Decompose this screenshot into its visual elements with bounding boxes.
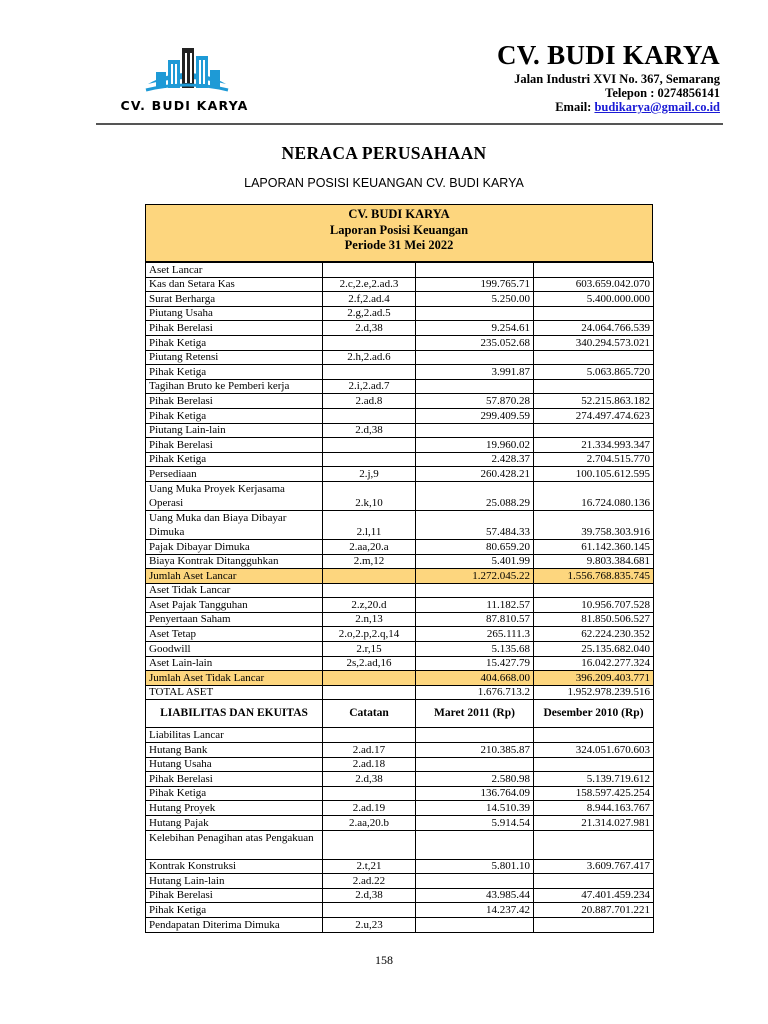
row-note: 2.t,21: [323, 859, 416, 874]
table-row: [146, 452, 654, 467]
company-address: Jalan Industri XVI No. 367, Semarang: [514, 72, 720, 86]
row-value-december: 5.063.865.720: [534, 365, 654, 380]
row-note: [323, 728, 416, 743]
table-row: [146, 917, 654, 932]
row-note: [323, 408, 416, 423]
row-value-march: [416, 423, 534, 438]
row-value-march: [416, 306, 534, 321]
row-value-march: 9.254.61: [416, 321, 534, 336]
row-note: [323, 583, 416, 598]
table-row: [146, 816, 654, 831]
row-value-december: [534, 263, 654, 278]
balance-table: [145, 262, 654, 933]
row-value-december: 9.803.384.681: [534, 554, 654, 569]
table-row: [146, 772, 654, 787]
row-label: Aset Lain-lain: [146, 656, 323, 671]
row-note: 2.k,10: [323, 481, 416, 510]
logo-text: CV. BUDI KARYA: [120, 98, 249, 113]
row-label: Hutang Pajak: [146, 816, 323, 831]
company-logo: [102, 44, 267, 114]
balance-sheet: [145, 204, 653, 933]
page-number: 158: [375, 953, 393, 967]
row-value-december: 1.952.978.239.516: [534, 685, 654, 700]
row-label: Pihak Berelasi: [146, 321, 323, 336]
row-value-march: 19.960.02: [416, 438, 534, 453]
row-note: 2.m,12: [323, 554, 416, 569]
row-label: Piutang Retensi: [146, 350, 323, 365]
row-label: Pihak Berelasi: [146, 888, 323, 903]
row-note: 2.g,2.ad.5: [323, 306, 416, 321]
column-header: LIABILITAS DAN EKUITAS: [146, 700, 323, 728]
table-row: [146, 859, 654, 874]
row-value-december: 324.051.670.603: [534, 743, 654, 758]
row-label: Pihak Ketiga: [146, 786, 323, 801]
row-value-march: [416, 583, 534, 598]
table-row: [146, 335, 654, 350]
table-row: [146, 438, 654, 453]
row-value-march: 2.580.98: [416, 772, 534, 787]
row-value-december: 396.209.403.771: [534, 671, 654, 686]
table-row: [146, 801, 654, 816]
table-row: [146, 728, 654, 743]
email-label: Email:: [555, 100, 595, 114]
table-row: [146, 627, 654, 642]
row-value-march: [416, 874, 534, 889]
row-value-december: 20.887.701.221: [534, 903, 654, 918]
row-note: 2.ad.18: [323, 757, 416, 772]
row-label: Liabilitas Lancar: [146, 728, 323, 743]
row-label: Pihak Ketiga: [146, 335, 323, 350]
table-row: [146, 408, 654, 423]
row-value-december: 8.944.163.767: [534, 801, 654, 816]
row-label: Uang Muka Proyek Kerjasama Operasi: [146, 481, 323, 510]
row-label: Aset Lancar: [146, 263, 323, 278]
row-value-december: 52.215.863.182: [534, 394, 654, 409]
row-value-december: 158.597.425.254: [534, 786, 654, 801]
row-value-march: 210.385.87: [416, 743, 534, 758]
row-value-march: 3.991.87: [416, 365, 534, 380]
company-email: [555, 100, 720, 115]
row-note: 2.ad.17: [323, 743, 416, 758]
row-value-december: [534, 306, 654, 321]
row-value-march: [416, 350, 534, 365]
table-header-report: Laporan Posisi Keuangan: [329, 222, 469, 237]
table-row: [146, 888, 654, 903]
row-label: Tagihan Bruto ke Pemberi kerja: [146, 379, 323, 394]
row-label: Aset Tetap: [146, 627, 323, 642]
row-value-march: 5.401.99: [416, 554, 534, 569]
row-label: Pihak Ketiga: [146, 452, 323, 467]
row-label: Piutang Usaha: [146, 306, 323, 321]
row-value-december: 274.497.474.623: [534, 408, 654, 423]
row-value-march: 2.428.37: [416, 452, 534, 467]
row-label: Jumlah Aset Tidak Lancar: [146, 671, 323, 686]
table-row: [146, 539, 654, 554]
row-label: Aset Tidak Lancar: [146, 583, 323, 598]
row-label: Pihak Berelasi: [146, 772, 323, 787]
table-row: [146, 510, 654, 539]
table-row: [146, 481, 654, 510]
row-value-march: 5.250.00: [416, 292, 534, 307]
table-row: [146, 321, 654, 336]
row-value-december: [534, 423, 654, 438]
table-row: [146, 598, 654, 613]
column-header: Maret 2011 (Rp): [416, 700, 534, 728]
row-value-march: 87.810.57: [416, 612, 534, 627]
row-note: 2.d,38: [323, 888, 416, 903]
row-value-december: 39.758.303.916: [534, 510, 654, 539]
row-note: 2.i,2.ad.7: [323, 379, 416, 394]
row-value-december: 3.609.767.417: [534, 859, 654, 874]
row-value-march: 265.111.3: [416, 627, 534, 642]
row-value-march: 5.801.10: [416, 859, 534, 874]
row-label: Hutang Lain-lain: [146, 874, 323, 889]
header-divider: [96, 123, 723, 125]
row-value-december: 81.850.506.527: [534, 612, 654, 627]
row-note: 2.f,2.ad.4: [323, 292, 416, 307]
row-note: 2.j,9: [323, 467, 416, 482]
row-value-december: 10.956.707.528: [534, 598, 654, 613]
row-value-december: [534, 830, 654, 859]
row-label: Aset Pajak Tangguhan: [146, 598, 323, 613]
row-value-december: 47.401.459.234: [534, 888, 654, 903]
row-note: 2.c,2.e,2.ad.3: [323, 277, 416, 292]
liabilities-header-row: [146, 700, 654, 728]
row-label: Goodwill: [146, 642, 323, 657]
table-row: [146, 569, 654, 584]
table-row: [146, 350, 654, 365]
row-value-december: 340.294.573.021: [534, 335, 654, 350]
row-note: 2.u,23: [323, 917, 416, 932]
row-label: TOTAL ASET: [146, 685, 323, 700]
row-label: Penyertaan Saham: [146, 612, 323, 627]
table-row: [146, 423, 654, 438]
row-note: [323, 830, 416, 859]
table-row: [146, 903, 654, 918]
table-row: [146, 671, 654, 686]
row-value-december: 16.042.277.324: [534, 656, 654, 671]
row-label: Persediaan: [146, 467, 323, 482]
table-header-period: Periode 31 Mei 2022: [344, 238, 454, 252]
row-value-december: 61.142.360.145: [534, 539, 654, 554]
row-value-march: 299.409.59: [416, 408, 534, 423]
row-value-march: 57.870.28: [416, 394, 534, 409]
row-value-march: 1.272.045.22: [416, 569, 534, 584]
row-note: 2.r,15: [323, 642, 416, 657]
table-row: [146, 656, 654, 671]
row-label: Pihak Ketiga: [146, 903, 323, 918]
row-value-march: 199.765.71: [416, 277, 534, 292]
row-label: Hutang Bank: [146, 743, 323, 758]
row-value-march: [416, 830, 534, 859]
table-row: [146, 743, 654, 758]
row-value-december: 5.400.000.000: [534, 292, 654, 307]
table-row: [146, 365, 654, 380]
row-value-december: 16.724.080.136: [534, 481, 654, 510]
row-note: 2.n,13: [323, 612, 416, 627]
row-note: [323, 903, 416, 918]
row-value-march: 15.427.79: [416, 656, 534, 671]
row-note: 2.l,11: [323, 510, 416, 539]
row-label: Pihak Berelasi: [146, 394, 323, 409]
row-note: [323, 438, 416, 453]
table-row: [146, 583, 654, 598]
table-row: [146, 642, 654, 657]
row-note: 2.z,20.d: [323, 598, 416, 613]
row-value-december: 21.314.027.981: [534, 816, 654, 831]
row-label: Pajak Dibayar Dimuka: [146, 539, 323, 554]
row-value-december: 100.105.612.595: [534, 467, 654, 482]
row-value-march: 43.985.44: [416, 888, 534, 903]
table-row: [146, 277, 654, 292]
row-value-march: 14.237.42: [416, 903, 534, 918]
row-label: Surat Berharga: [146, 292, 323, 307]
row-value-march: [416, 263, 534, 278]
row-value-march: 260.428.21: [416, 467, 534, 482]
row-note: 2.ad.8: [323, 394, 416, 409]
building-logo-icon: [144, 44, 230, 96]
table-row: [146, 685, 654, 700]
row-note: 2s,2.ad,16: [323, 656, 416, 671]
table-row: [146, 467, 654, 482]
row-note: 2.aa,20.b: [323, 816, 416, 831]
table-row: [146, 786, 654, 801]
column-header: Catatan: [323, 700, 416, 728]
table-row: [146, 394, 654, 409]
row-note: [323, 335, 416, 350]
row-value-december: [534, 350, 654, 365]
row-label: Kontrak Konstruksi: [146, 859, 323, 874]
row-label: Uang Muka dan Biaya Dibayar Dimuka: [146, 510, 323, 539]
row-value-december: [534, 728, 654, 743]
row-note: 2.d,38: [323, 772, 416, 787]
row-value-december: 62.224.230.352: [534, 627, 654, 642]
table-row: [146, 263, 654, 278]
row-label: Biaya Kontrak Ditangguhkan: [146, 554, 323, 569]
row-value-march: 80.659.20: [416, 539, 534, 554]
company-name: CV. BUDI KARYA: [496, 40, 720, 70]
row-value-december: 1.556.768.835.745: [534, 569, 654, 584]
row-value-december: [534, 757, 654, 772]
table-header-company: CV. BUDI KARYA: [348, 207, 450, 221]
row-note: [323, 786, 416, 801]
table-row: [146, 874, 654, 889]
row-value-december: [534, 874, 654, 889]
table-row: [146, 830, 654, 859]
table-row: [146, 379, 654, 394]
row-value-march: 235.052.68: [416, 335, 534, 350]
row-value-march: 5.914.54: [416, 816, 534, 831]
table-row: [146, 612, 654, 627]
row-value-december: 603.659.042.070: [534, 277, 654, 292]
row-value-march: [416, 917, 534, 932]
row-value-march: 136.764.09: [416, 786, 534, 801]
row-label: Pihak Ketiga: [146, 408, 323, 423]
row-label: Hutang Usaha: [146, 757, 323, 772]
row-label: Hutang Proyek: [146, 801, 323, 816]
row-value-december: 2.704.515.770: [534, 452, 654, 467]
table-row: [146, 306, 654, 321]
document-title: NERACA PERUSAHAAN: [281, 143, 487, 163]
row-value-march: [416, 728, 534, 743]
row-label: Pihak Ketiga: [146, 365, 323, 380]
row-value-march: 5.135.68: [416, 642, 534, 657]
row-value-march: 1.676.713.2: [416, 685, 534, 700]
row-label: Kas dan Setara Kas: [146, 277, 323, 292]
row-value-march: [416, 379, 534, 394]
row-note: 2.d,38: [323, 423, 416, 438]
company-phone: Telepon : 0274856141: [605, 86, 720, 100]
row-value-march: 404.668.00: [416, 671, 534, 686]
column-header: Desember 2010 (Rp): [534, 700, 654, 728]
row-note: [323, 452, 416, 467]
row-note: 2.aa,20.a: [323, 539, 416, 554]
row-value-december: [534, 917, 654, 932]
row-note: [323, 263, 416, 278]
row-value-march: 57.484.33: [416, 510, 534, 539]
email-link[interactable]: budikarya@gmail.co.id: [594, 100, 720, 114]
row-value-december: [534, 379, 654, 394]
row-value-december: 5.139.719.612: [534, 772, 654, 787]
row-value-december: 25.135.682.040: [534, 642, 654, 657]
row-note: 2.ad.19: [323, 801, 416, 816]
row-label: Jumlah Aset Lancar: [146, 569, 323, 584]
row-value-march: 11.182.57: [416, 598, 534, 613]
row-note: 2.ad.22: [323, 874, 416, 889]
row-value-march: [416, 757, 534, 772]
table-header: [145, 204, 653, 262]
table-row: [146, 554, 654, 569]
row-note: [323, 671, 416, 686]
row-note: 2.d,38: [323, 321, 416, 336]
row-note: [323, 365, 416, 380]
row-note: 2.h,2.ad.6: [323, 350, 416, 365]
row-label: Piutang Lain-lain: [146, 423, 323, 438]
row-value-december: 24.064.766.539: [534, 321, 654, 336]
row-label: Kelebihan Penagihan atas Pengakuan: [146, 830, 323, 859]
document-subtitle: LAPORAN POSISI KEUANGAN CV. BUDI KARYA: [244, 176, 524, 190]
row-note: [323, 569, 416, 584]
row-value-march: 14.510.39: [416, 801, 534, 816]
table-row: [146, 292, 654, 307]
row-note: [323, 685, 416, 700]
row-value-december: [534, 583, 654, 598]
row-label: Pihak Berelasi: [146, 438, 323, 453]
table-row: [146, 757, 654, 772]
row-value-march: 25.088.29: [416, 481, 534, 510]
row-label: Pendapatan Diterima Dimuka: [146, 917, 323, 932]
row-value-december: 21.334.993.347: [534, 438, 654, 453]
row-note: 2.o,2.p,2.q,14: [323, 627, 416, 642]
